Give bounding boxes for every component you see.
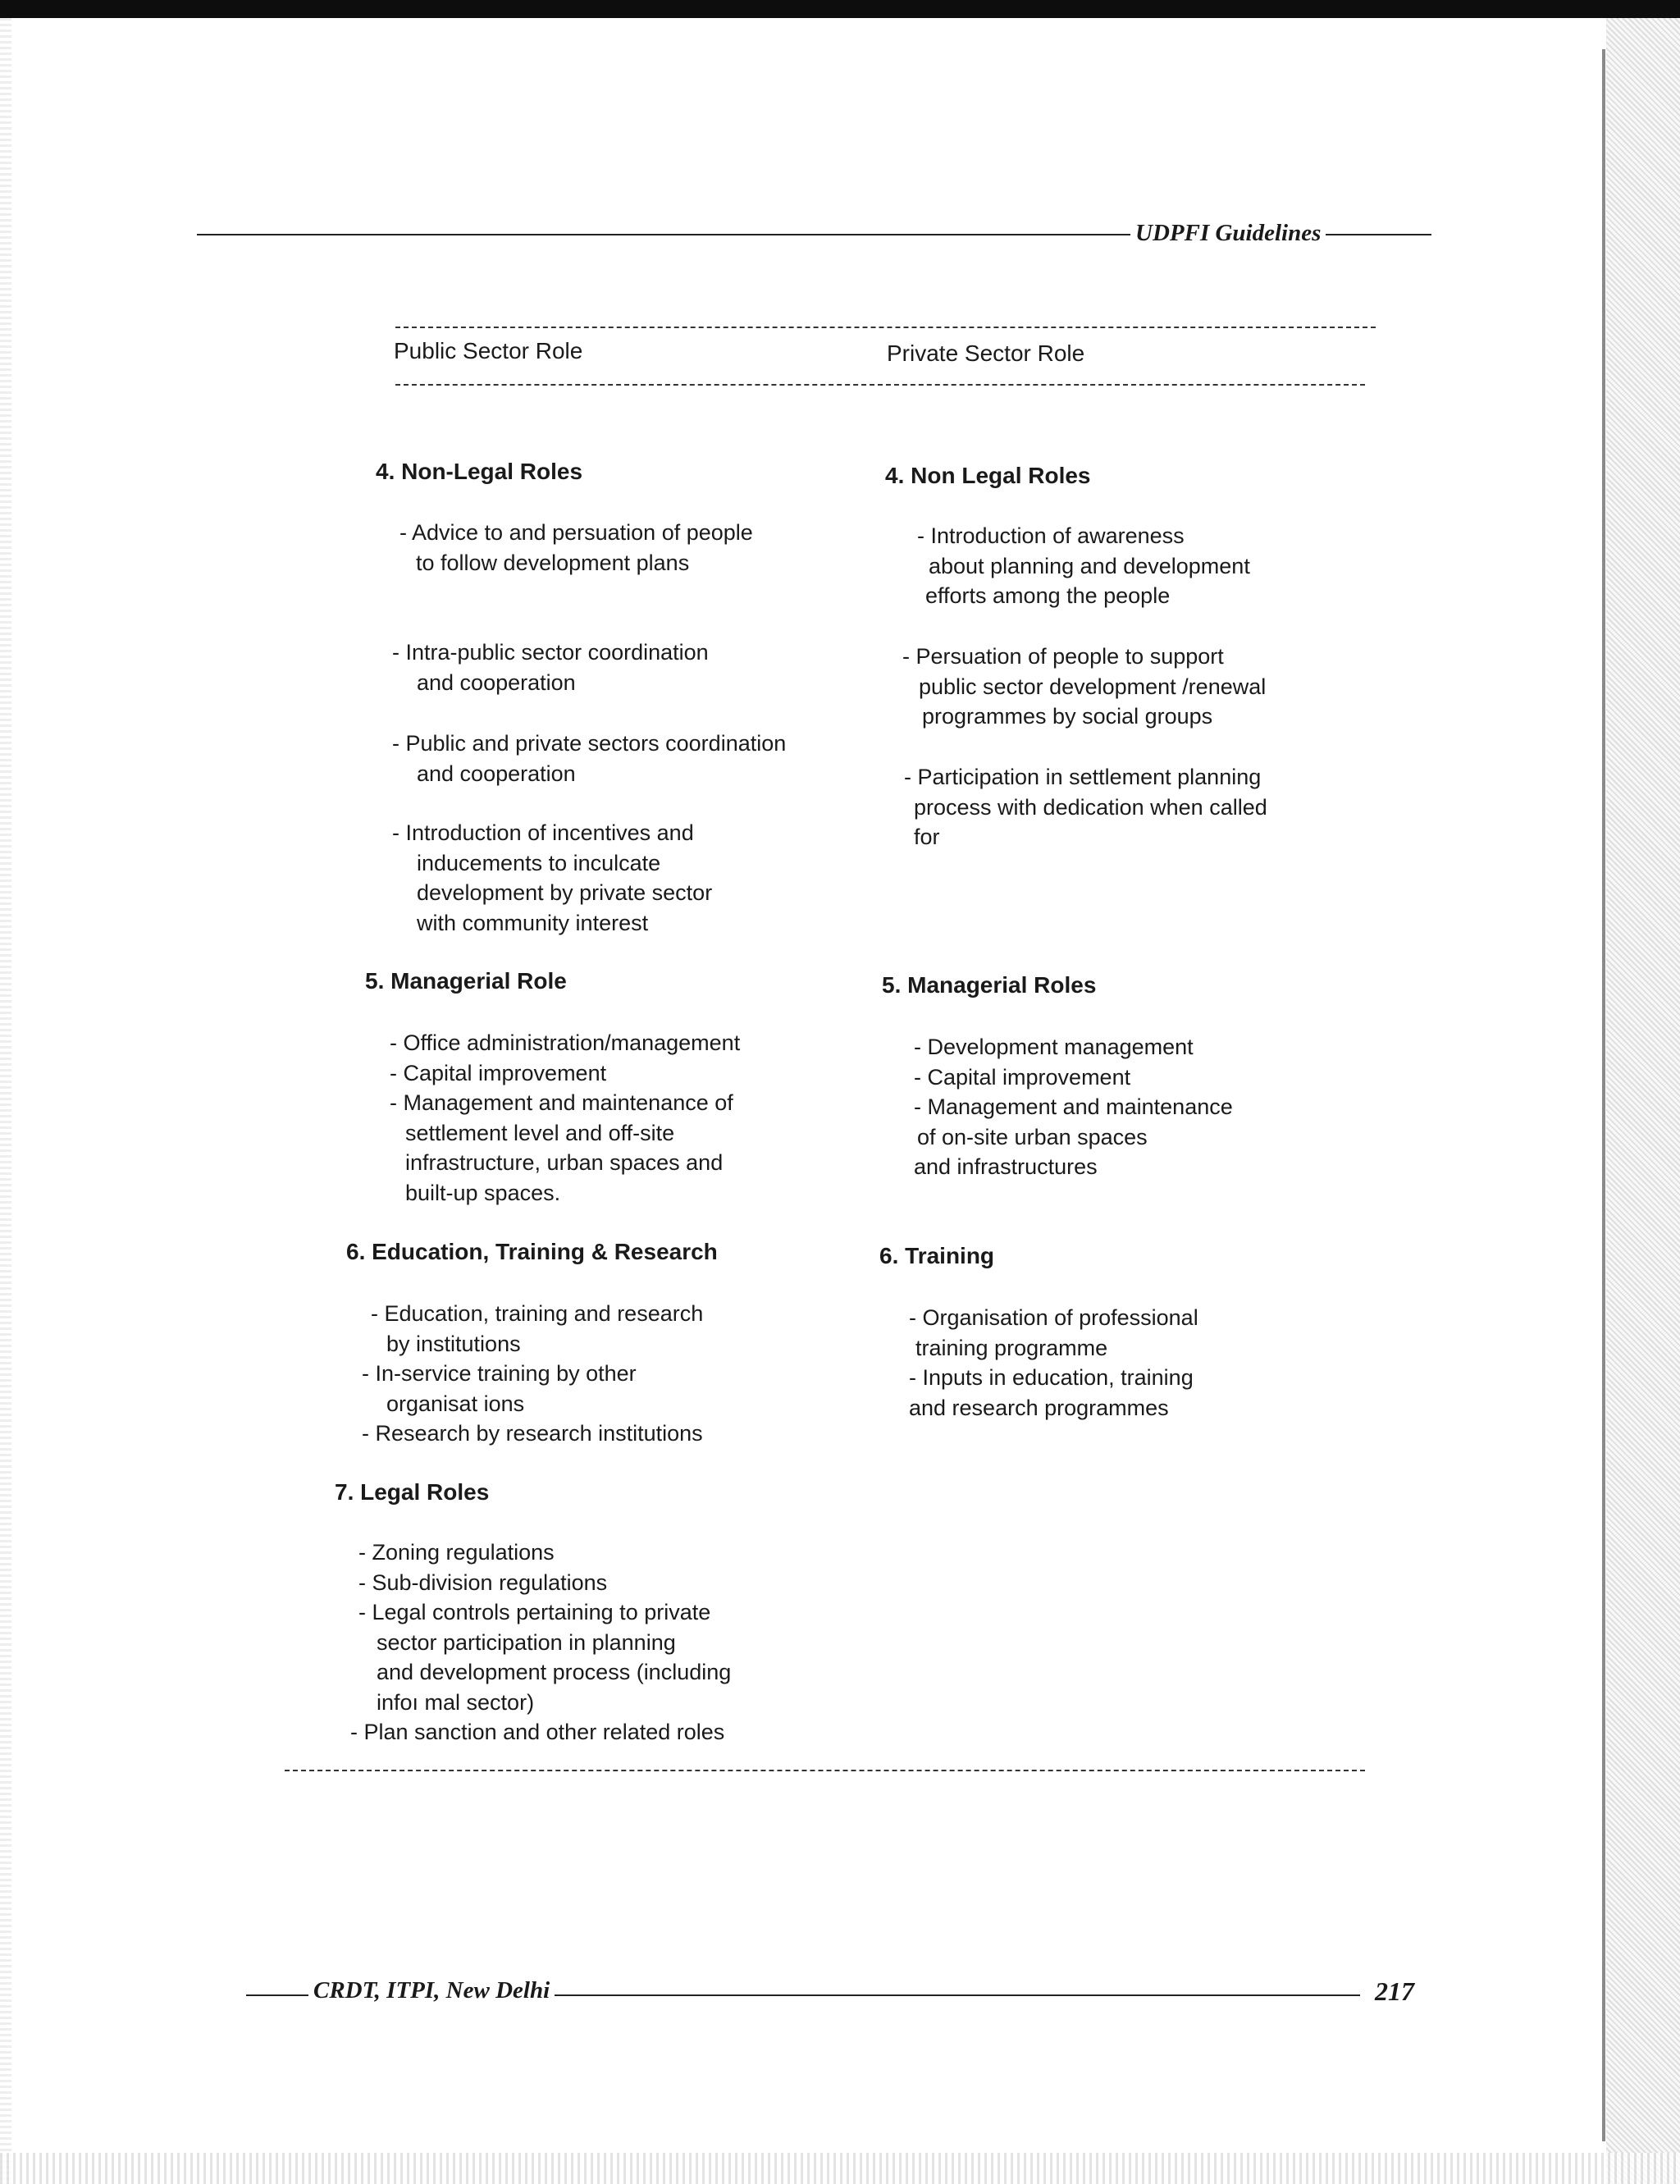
public-s4-item bbox=[392, 729, 786, 788]
item-line: - Management and maintenance of bbox=[390, 1090, 733, 1115]
private-s4-item bbox=[902, 642, 1266, 732]
page-number: 217 bbox=[1370, 1976, 1419, 2007]
public-s6-list bbox=[362, 1299, 704, 1449]
item-line: - Capital improvement bbox=[390, 1060, 607, 1085]
public-s4-item bbox=[392, 818, 712, 938]
item-line: - Organisation of professional bbox=[909, 1305, 1198, 1330]
scan-left-edge bbox=[0, 18, 11, 2184]
table-top-rule bbox=[395, 327, 1376, 328]
public-s5-title: 5. Managerial Role bbox=[365, 968, 567, 994]
private-s5-list bbox=[914, 1032, 1233, 1182]
item-line: - Development management bbox=[914, 1035, 1194, 1059]
item-line: - Legal controls pertaining to private bbox=[358, 1600, 711, 1624]
item-line: - Intra-public sector coordination bbox=[392, 640, 709, 665]
public-s7-title: 7. Legal Roles bbox=[335, 1479, 490, 1505]
item-line: training programme bbox=[915, 1335, 1108, 1360]
footer-publisher: CRDT, ITPI, New Delhi bbox=[308, 1977, 555, 2004]
item-line: - Participation in settlement planning bbox=[904, 765, 1262, 789]
item-line: - Office administration/management bbox=[390, 1030, 741, 1055]
item-line: - Education, training and research bbox=[371, 1301, 704, 1326]
item-line: process with dedication when called bbox=[914, 794, 1267, 820]
item-line: and research programmes bbox=[909, 1395, 1169, 1420]
scan-bottom-edge bbox=[0, 2153, 1680, 2184]
item-line: to follow development plans bbox=[416, 550, 690, 575]
scan-right-edge bbox=[1606, 18, 1680, 2184]
page-edge bbox=[1602, 49, 1605, 2141]
item-line: settlement level and off-site bbox=[405, 1120, 675, 1145]
public-s7-list bbox=[350, 1537, 732, 1748]
private-s6-title: 6. Training bbox=[879, 1243, 995, 1268]
item-line: development by private sector bbox=[417, 880, 713, 905]
item-line: public sector development /renewal bbox=[919, 674, 1267, 699]
item-line: by institutions bbox=[386, 1331, 521, 1356]
item-line: - Introduction of incentives and bbox=[392, 820, 694, 845]
item-line: with community interest bbox=[417, 910, 649, 935]
item-line: of on-site urban spaces bbox=[917, 1124, 1148, 1149]
col-header-private: Private Sector Role bbox=[887, 340, 1085, 366]
item-line: - Zoning regulations bbox=[358, 1540, 555, 1565]
public-s5-list bbox=[390, 1028, 740, 1208]
item-line: - Management and maintenance bbox=[914, 1094, 1233, 1119]
item-line: and infrastructures bbox=[914, 1154, 1098, 1179]
private-s4-item bbox=[904, 762, 1267, 852]
item-line: infrastructure, urban spaces and bbox=[405, 1150, 724, 1175]
private-s4-title: 4. Non Legal Roles bbox=[885, 463, 1091, 488]
table-bottom-rule bbox=[285, 1770, 1365, 1771]
public-s4-title: 4. Non-Legal Roles bbox=[376, 459, 583, 484]
item-line: about planning and development bbox=[929, 553, 1250, 578]
item-line: efforts among the people bbox=[925, 583, 1171, 608]
item-line: - Advice to and persuation of people bbox=[399, 520, 753, 545]
item-line: - Research by research institutions bbox=[362, 1421, 703, 1446]
table-header-rule bbox=[395, 384, 1365, 386]
item-line: - Introduction of awareness bbox=[917, 523, 1185, 548]
scan-top-border bbox=[0, 0, 1680, 18]
private-s4-item bbox=[917, 521, 1250, 611]
private-s6-list bbox=[909, 1303, 1198, 1423]
item-line: for bbox=[914, 825, 940, 849]
item-line: organisat ions bbox=[386, 1391, 525, 1416]
private-s5-title: 5. Managerial Roles bbox=[882, 972, 1097, 998]
item-line: - In-service training by other bbox=[362, 1361, 637, 1386]
item-line: - Capital improvement bbox=[914, 1064, 1131, 1090]
item-line: inducements to inculcate bbox=[417, 850, 661, 875]
item-line: - Public and private sectors coordination bbox=[392, 731, 787, 756]
col-header-public: Public Sector Role bbox=[394, 338, 583, 363]
item-line: built-up spaces. bbox=[405, 1180, 561, 1205]
item-line: - Inputs in education, training bbox=[909, 1365, 1194, 1390]
public-s4-item bbox=[399, 518, 753, 578]
item-line: sector participation in planning bbox=[377, 1629, 676, 1655]
item-line: - Sub-division regulations bbox=[358, 1569, 608, 1595]
item-line: - Plan sanction and other related roles bbox=[350, 1720, 725, 1744]
header-title: UDPFI Guidelines bbox=[1130, 220, 1326, 247]
item-line: and cooperation bbox=[417, 669, 576, 695]
item-line: infoı mal sector) bbox=[377, 1689, 535, 1715]
public-s4-item bbox=[392, 637, 709, 697]
public-s6-title: 6. Education, Training & Research bbox=[346, 1239, 718, 1264]
item-line: and development process (including bbox=[377, 1660, 732, 1684]
item-line: programmes by social groups bbox=[922, 704, 1213, 729]
item-line: - Persuation of people to support bbox=[902, 644, 1224, 669]
item-line: and cooperation bbox=[417, 761, 576, 786]
